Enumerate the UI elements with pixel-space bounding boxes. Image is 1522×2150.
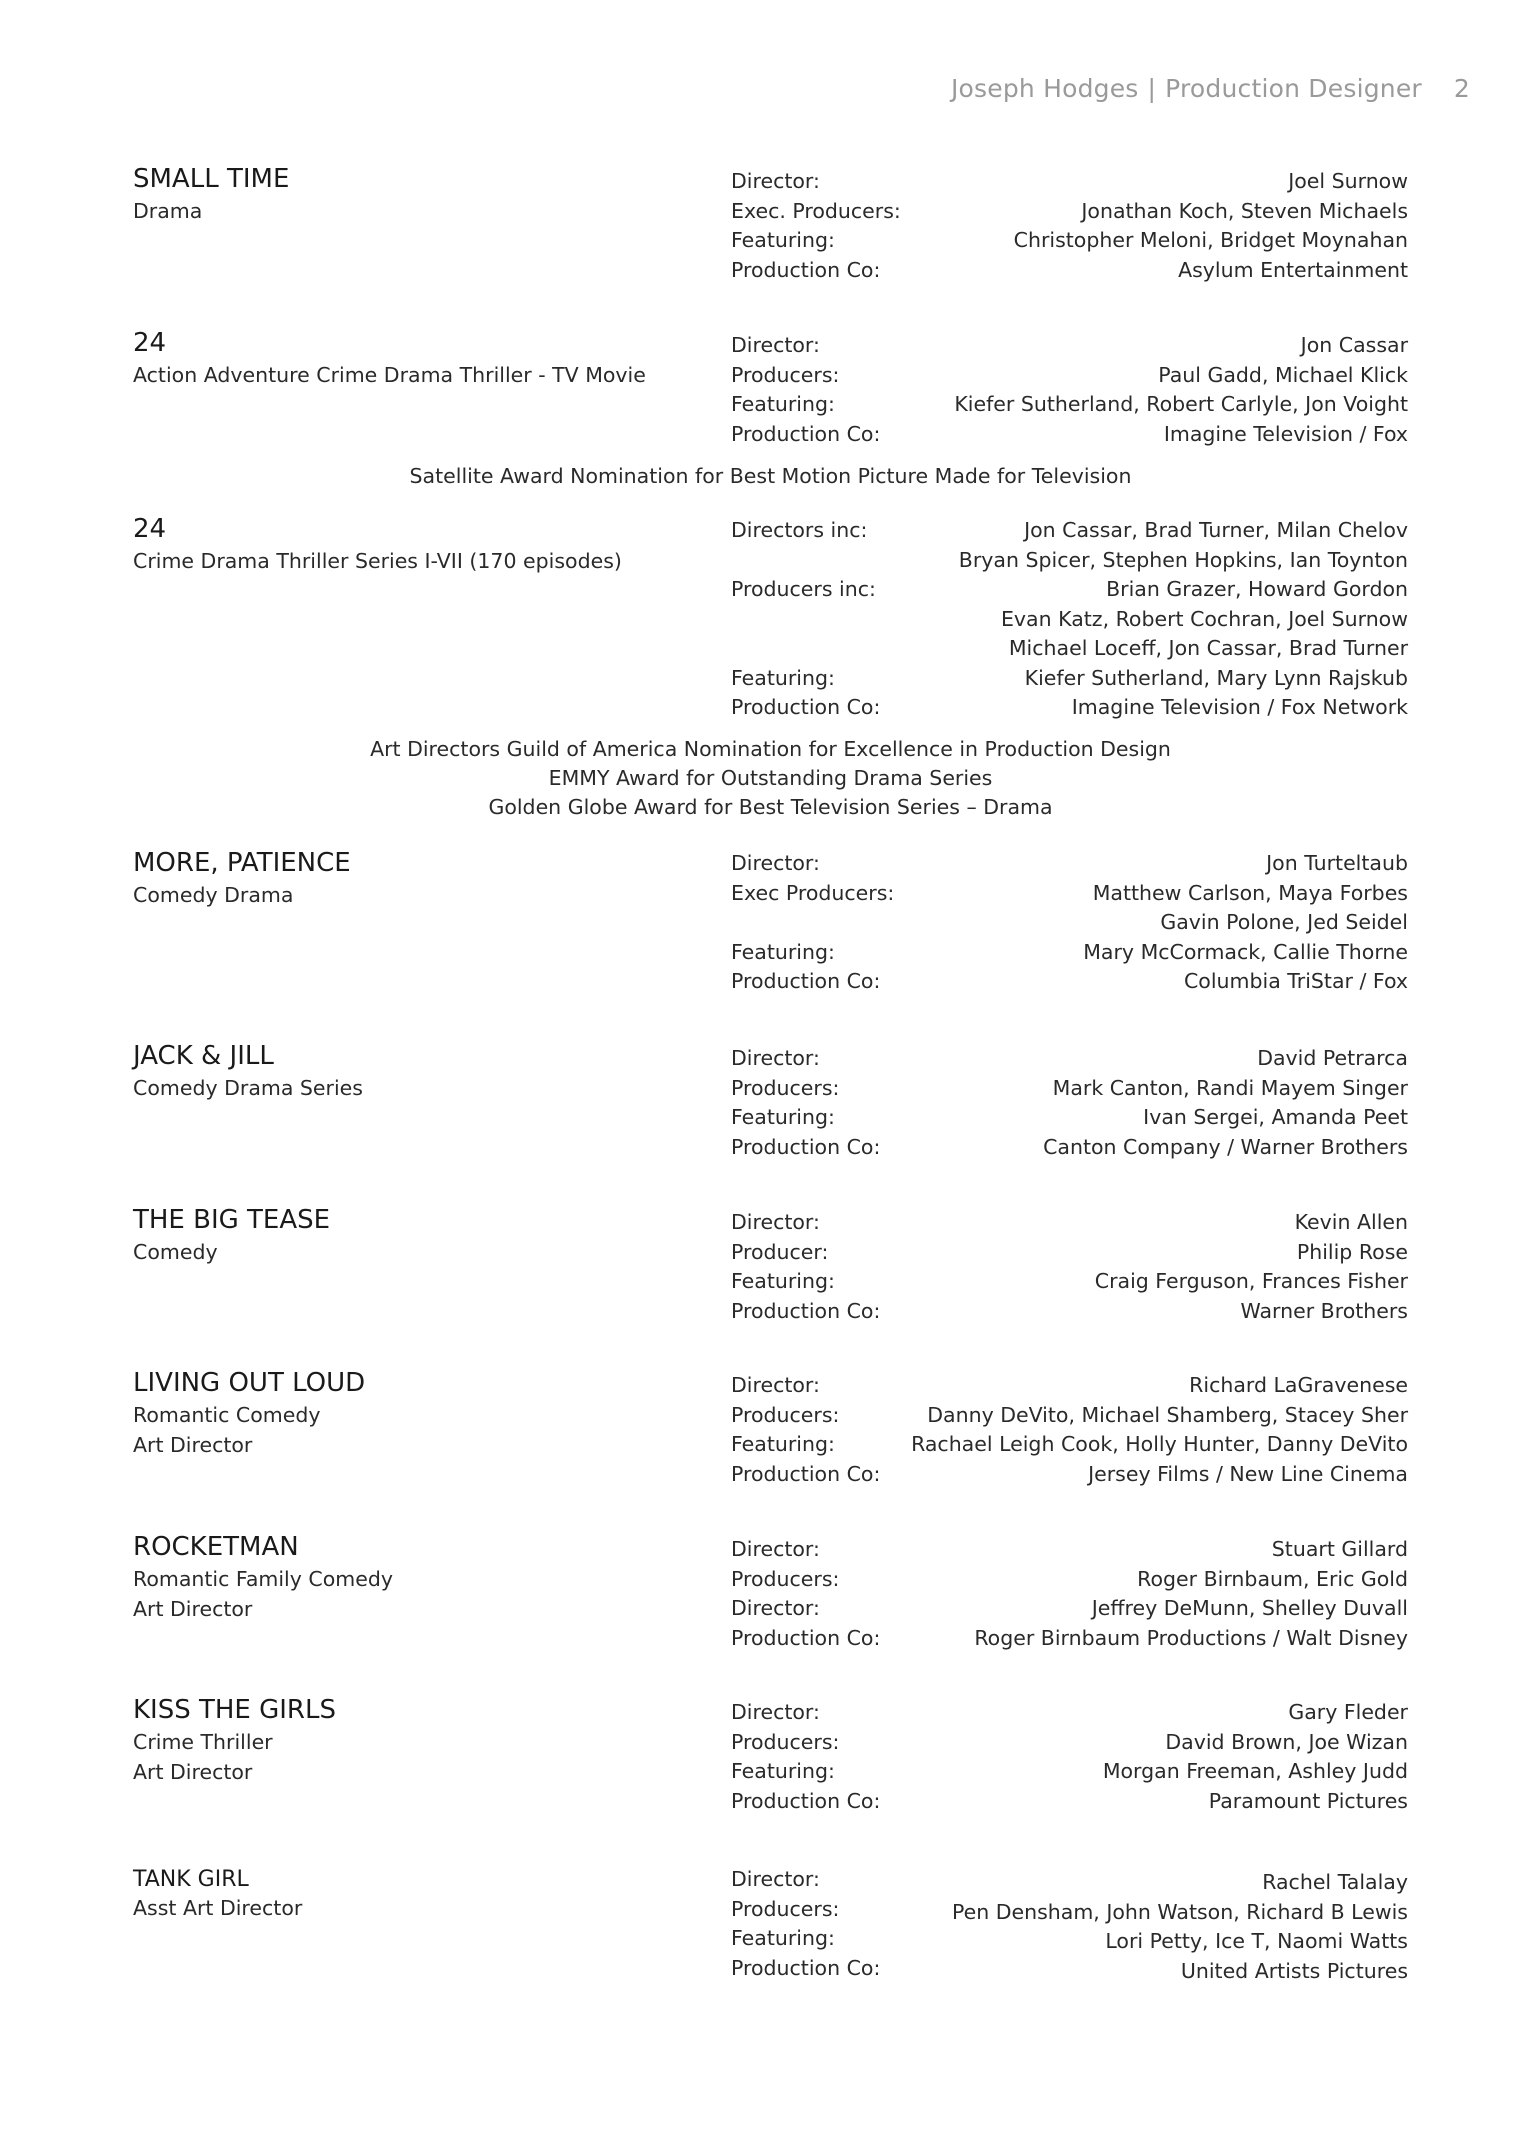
credit-row xyxy=(731,1297,1408,1327)
entry-info xyxy=(133,1038,713,1104)
credit-list xyxy=(731,1371,1408,1489)
entry-title: 24 xyxy=(133,328,167,358)
entry-info xyxy=(133,1365,713,1460)
credit-row xyxy=(731,256,1408,286)
credit-value: Evan Katz, Robert Cochran, Joel Surnow xyxy=(1000,606,1408,631)
credit-label: Featuring: xyxy=(731,1432,835,1456)
entry-genre: Comedy Drama xyxy=(133,883,294,907)
credit-row xyxy=(731,1594,1408,1624)
credit-value: Canton Company / Warner Brothers xyxy=(1043,1134,1408,1159)
credit-row xyxy=(731,1401,1408,1431)
credit-label: Production Co: xyxy=(731,1134,881,1159)
credit-label: Production Co: xyxy=(731,1298,881,1323)
credit-row xyxy=(731,1460,1408,1490)
entry-genre: Crime Drama Thriller Series I-VII (170 episodes) xyxy=(133,549,622,573)
credit-row xyxy=(731,1267,1408,1297)
credit-row xyxy=(731,1728,1408,1758)
credit-label: Exec Producers: xyxy=(731,880,895,905)
credit-row xyxy=(731,605,1408,635)
credit-label: Featuring: xyxy=(731,1926,835,1950)
credit-row xyxy=(731,1954,1408,1984)
credit-value: Gavin Polone, Jed Seidel xyxy=(1160,910,1408,934)
credit-value: Morgan Freeman, Ashley Judd xyxy=(1102,1759,1408,1783)
credit-value: Jon Cassar, Brad Turner, Milan Chelov xyxy=(1024,518,1408,542)
credit-label: Director: xyxy=(731,333,820,357)
credit-label: Production Co: xyxy=(731,1788,881,1813)
credit-label: Director: xyxy=(731,1210,820,1234)
credit-label: Production Co: xyxy=(731,257,881,282)
entry-title: MORE, PATIENCE xyxy=(133,848,351,878)
credit-value: Mary McCormack, Callie Thorne xyxy=(1083,939,1408,964)
credit-row xyxy=(731,1535,1408,1565)
credit-row xyxy=(731,516,1408,546)
credit-list xyxy=(731,331,1408,449)
credit-value: Brian Grazer, Howard Gordon xyxy=(1106,577,1408,601)
credit-row xyxy=(731,1208,1408,1238)
credit-label: Featuring: xyxy=(731,1269,835,1293)
entry-role: Art Director xyxy=(133,1759,253,1784)
credit-value: Imagine Television / Fox xyxy=(1163,421,1408,446)
credit-label: Producers: xyxy=(731,1075,840,1100)
credit-value: Roger Birnbaum Productions / Walt Disney xyxy=(974,1625,1408,1650)
entry-genre: Comedy xyxy=(133,1240,218,1264)
award-line: Golden Globe Award for Best Television Series – Drama xyxy=(488,795,1053,819)
credit-row xyxy=(731,1757,1408,1787)
credit-label: Production Co: xyxy=(731,1625,881,1650)
credit-label: Producer: xyxy=(731,1239,829,1264)
credit-row xyxy=(731,664,1408,694)
entry-genre: Romantic Comedy xyxy=(133,1403,321,1427)
credit-row xyxy=(731,1895,1408,1925)
entry-title: JACK & JILL xyxy=(133,1041,274,1071)
credit-label: Director: xyxy=(731,1596,820,1620)
credit-value: Kevin Allen xyxy=(1294,1210,1408,1234)
entry-info xyxy=(133,161,713,227)
credit-label: Production Co: xyxy=(731,421,881,446)
header-role: Production Designer xyxy=(1165,74,1422,103)
credit-value: Stuart Gillard xyxy=(1271,1537,1408,1561)
entry-genre: Drama xyxy=(133,199,203,223)
credit-value: David Brown, Joe Wizan xyxy=(1165,1729,1408,1754)
entry-info xyxy=(133,1862,713,1924)
entry-info xyxy=(133,1202,713,1268)
credit-label: Production Co: xyxy=(731,1955,881,1980)
credit-row xyxy=(731,1044,1408,1074)
credit-list xyxy=(731,1698,1408,1816)
credit-value: Pen Densham, John Watson, Richard B Lewis xyxy=(951,1899,1408,1924)
credit-row xyxy=(731,634,1408,664)
credit-row xyxy=(731,1624,1408,1654)
credit-label: Exec. Producers: xyxy=(731,198,901,223)
credit-value: Kiefer Sutherland, Mary Lynn Rajskub xyxy=(1024,665,1408,690)
entry-genre: Crime Thriller xyxy=(133,1730,273,1754)
credit-row xyxy=(731,361,1408,391)
credit-value: Rachael Leigh Cook, Holly Hunter, Danny DeVito xyxy=(911,1432,1408,1456)
credit-value: Danny DeVito, Michael Shamberg, Stacey Sher xyxy=(927,1402,1408,1427)
credit-row xyxy=(731,1865,1408,1895)
credit-value: David Petrarca xyxy=(1257,1046,1408,1070)
credit-row xyxy=(731,849,1408,879)
credit-row xyxy=(731,1103,1408,1133)
credit-list xyxy=(731,1044,1408,1162)
header-name: Joseph Hodges xyxy=(950,74,1139,103)
credit-label: Producers: xyxy=(731,1566,840,1591)
credit-label: Director: xyxy=(731,169,820,193)
entry-info xyxy=(133,1529,713,1624)
credit-label: Director: xyxy=(731,1046,820,1070)
credit-value: Matthew Carlson, Maya Forbes xyxy=(1092,880,1408,905)
header-separator: | xyxy=(1147,74,1157,103)
credit-label: Producers: xyxy=(731,1402,840,1427)
entry-info xyxy=(133,845,713,911)
award-line: Satellite Award Nomination for Best Motion Picture Made for Television xyxy=(409,464,1132,488)
credit-row xyxy=(731,575,1408,605)
credit-list xyxy=(731,167,1408,285)
credit-row xyxy=(731,967,1408,997)
credit-row xyxy=(731,167,1408,197)
credit-label: Producers: xyxy=(731,362,840,387)
entry-title: LIVING OUT LOUD xyxy=(133,1368,366,1398)
entry-title: ROCKETMAN xyxy=(133,1532,299,1562)
credit-value: Asylum Entertainment xyxy=(1178,257,1408,282)
credit-value: Philip Rose xyxy=(1296,1239,1408,1264)
credit-list xyxy=(731,1535,1408,1653)
entry-title: KISS THE GIRLS xyxy=(133,1695,336,1725)
credit-label: Directors inc: xyxy=(731,518,868,542)
credit-label: Featuring: xyxy=(731,1759,835,1783)
entry-role: Art Director xyxy=(133,1432,253,1457)
credit-label: Featuring: xyxy=(731,392,835,416)
credit-value: Jersey Films / New Line Cinema xyxy=(1088,1461,1408,1486)
credit-value: United Artists Pictures xyxy=(1180,1958,1408,1983)
credit-row xyxy=(731,938,1408,968)
credit-value: Jonathan Koch, Steven Michaels xyxy=(1081,198,1408,223)
credit-row xyxy=(731,693,1408,723)
credit-row xyxy=(731,908,1408,938)
credit-row xyxy=(731,420,1408,450)
credit-value: Rachel Talalay xyxy=(1262,1870,1408,1894)
credit-value: Craig Ferguson, Frances Fisher xyxy=(1094,1269,1408,1293)
credit-label: Production Co: xyxy=(731,695,881,719)
entry-title: THE BIG TEASE xyxy=(133,1205,331,1235)
entry-genre: Romantic Family Comedy xyxy=(133,1567,393,1591)
credit-row xyxy=(731,1238,1408,1268)
credit-value: Jon Turteltaub xyxy=(1266,851,1408,875)
credit-value: Lori Petty, Ice T, Naomi Watts xyxy=(1105,1929,1408,1953)
credit-row xyxy=(731,1698,1408,1728)
credit-row xyxy=(731,1787,1408,1817)
page-header xyxy=(951,74,1470,103)
entry-info xyxy=(133,325,713,391)
credit-value: Michael Loceff, Jon Cassar, Brad Turner xyxy=(1008,636,1408,660)
credit-row xyxy=(731,226,1408,256)
credit-row xyxy=(731,1371,1408,1401)
credit-value: Gary Fleder xyxy=(1288,1700,1408,1724)
credit-value: Columbia TriStar / Fox xyxy=(1183,969,1408,993)
entry-role: Art Director xyxy=(133,1596,253,1621)
credit-label: Production Co: xyxy=(731,1461,881,1486)
credit-value: Jeffrey DeMunn, Shelley Duvall xyxy=(1091,1596,1408,1620)
entry-genre: Action Adventure Crime Drama Thriller - TV Movie xyxy=(133,363,646,387)
credit-row xyxy=(731,1924,1408,1954)
credit-row xyxy=(731,390,1408,420)
credit-label: Director: xyxy=(731,1373,820,1397)
credit-label: Director: xyxy=(731,1700,820,1724)
entry-title: SMALL TIME xyxy=(133,164,290,194)
credit-value: Mark Canton, Randi Mayem Singer xyxy=(1052,1075,1408,1100)
credit-value: Kiefer Sutherland, Robert Carlyle, Jon Voight xyxy=(954,392,1408,416)
credit-label: Featuring: xyxy=(731,939,835,964)
credit-value: Joel Surnow xyxy=(1288,169,1408,193)
credit-label: Producers: xyxy=(731,1729,840,1754)
entry-role: Asst Art Director xyxy=(133,1896,303,1920)
credit-row xyxy=(731,1133,1408,1163)
award-line: EMMY Award for Outstanding Drama Series xyxy=(548,766,993,790)
credit-label: Producers inc: xyxy=(731,577,876,601)
credit-list xyxy=(731,516,1408,723)
credit-value: Christopher Meloni, Bridget Moynahan xyxy=(1013,228,1408,252)
credit-label: Director: xyxy=(731,851,820,875)
entry-genre: Comedy Drama Series xyxy=(133,1076,363,1100)
credit-value: Paul Gadd, Michael Klick xyxy=(1158,362,1408,387)
credit-list xyxy=(731,1865,1408,1983)
credit-label: Featuring: xyxy=(731,1105,835,1129)
credit-label: Featuring: xyxy=(731,665,835,690)
credit-value: Paramount Pictures xyxy=(1208,1788,1408,1813)
credit-label: Director: xyxy=(731,1867,820,1891)
credit-value: Imagine Television / Fox Network xyxy=(1071,695,1408,719)
credit-value: Ivan Sergei, Amanda Peet xyxy=(1143,1105,1408,1129)
credit-row xyxy=(731,546,1408,576)
credit-label: Director: xyxy=(731,1537,820,1561)
credit-value: Richard LaGravenese xyxy=(1189,1373,1408,1397)
credit-value: Jon Cassar xyxy=(1300,333,1408,357)
credit-row xyxy=(731,331,1408,361)
credit-row xyxy=(731,879,1408,909)
credit-row xyxy=(731,1565,1408,1595)
credit-list xyxy=(731,1208,1408,1326)
credit-value: Bryan Spicer, Stephen Hopkins, Ian Toynton xyxy=(958,547,1408,572)
entry-info xyxy=(133,1692,713,1787)
credit-label: Producers: xyxy=(731,1896,840,1921)
entry-title: TANK GIRL xyxy=(133,1867,249,1892)
credit-label: Production Co: xyxy=(731,969,881,993)
page-number: 2 xyxy=(1453,74,1470,103)
credit-value: Roger Birnbaum, Eric Gold xyxy=(1137,1566,1408,1591)
credit-label: Featuring: xyxy=(731,228,835,252)
award-line: Art Directors Guild of America Nomination for Excellence in Production Design xyxy=(370,737,1171,761)
entry-info xyxy=(133,511,713,577)
credit-row xyxy=(731,1430,1408,1460)
credit-row xyxy=(731,197,1408,227)
credit-value: Warner Brothers xyxy=(1240,1298,1408,1323)
entry-title: 24 xyxy=(133,514,167,544)
credit-list xyxy=(731,849,1408,997)
credit-row xyxy=(731,1074,1408,1104)
